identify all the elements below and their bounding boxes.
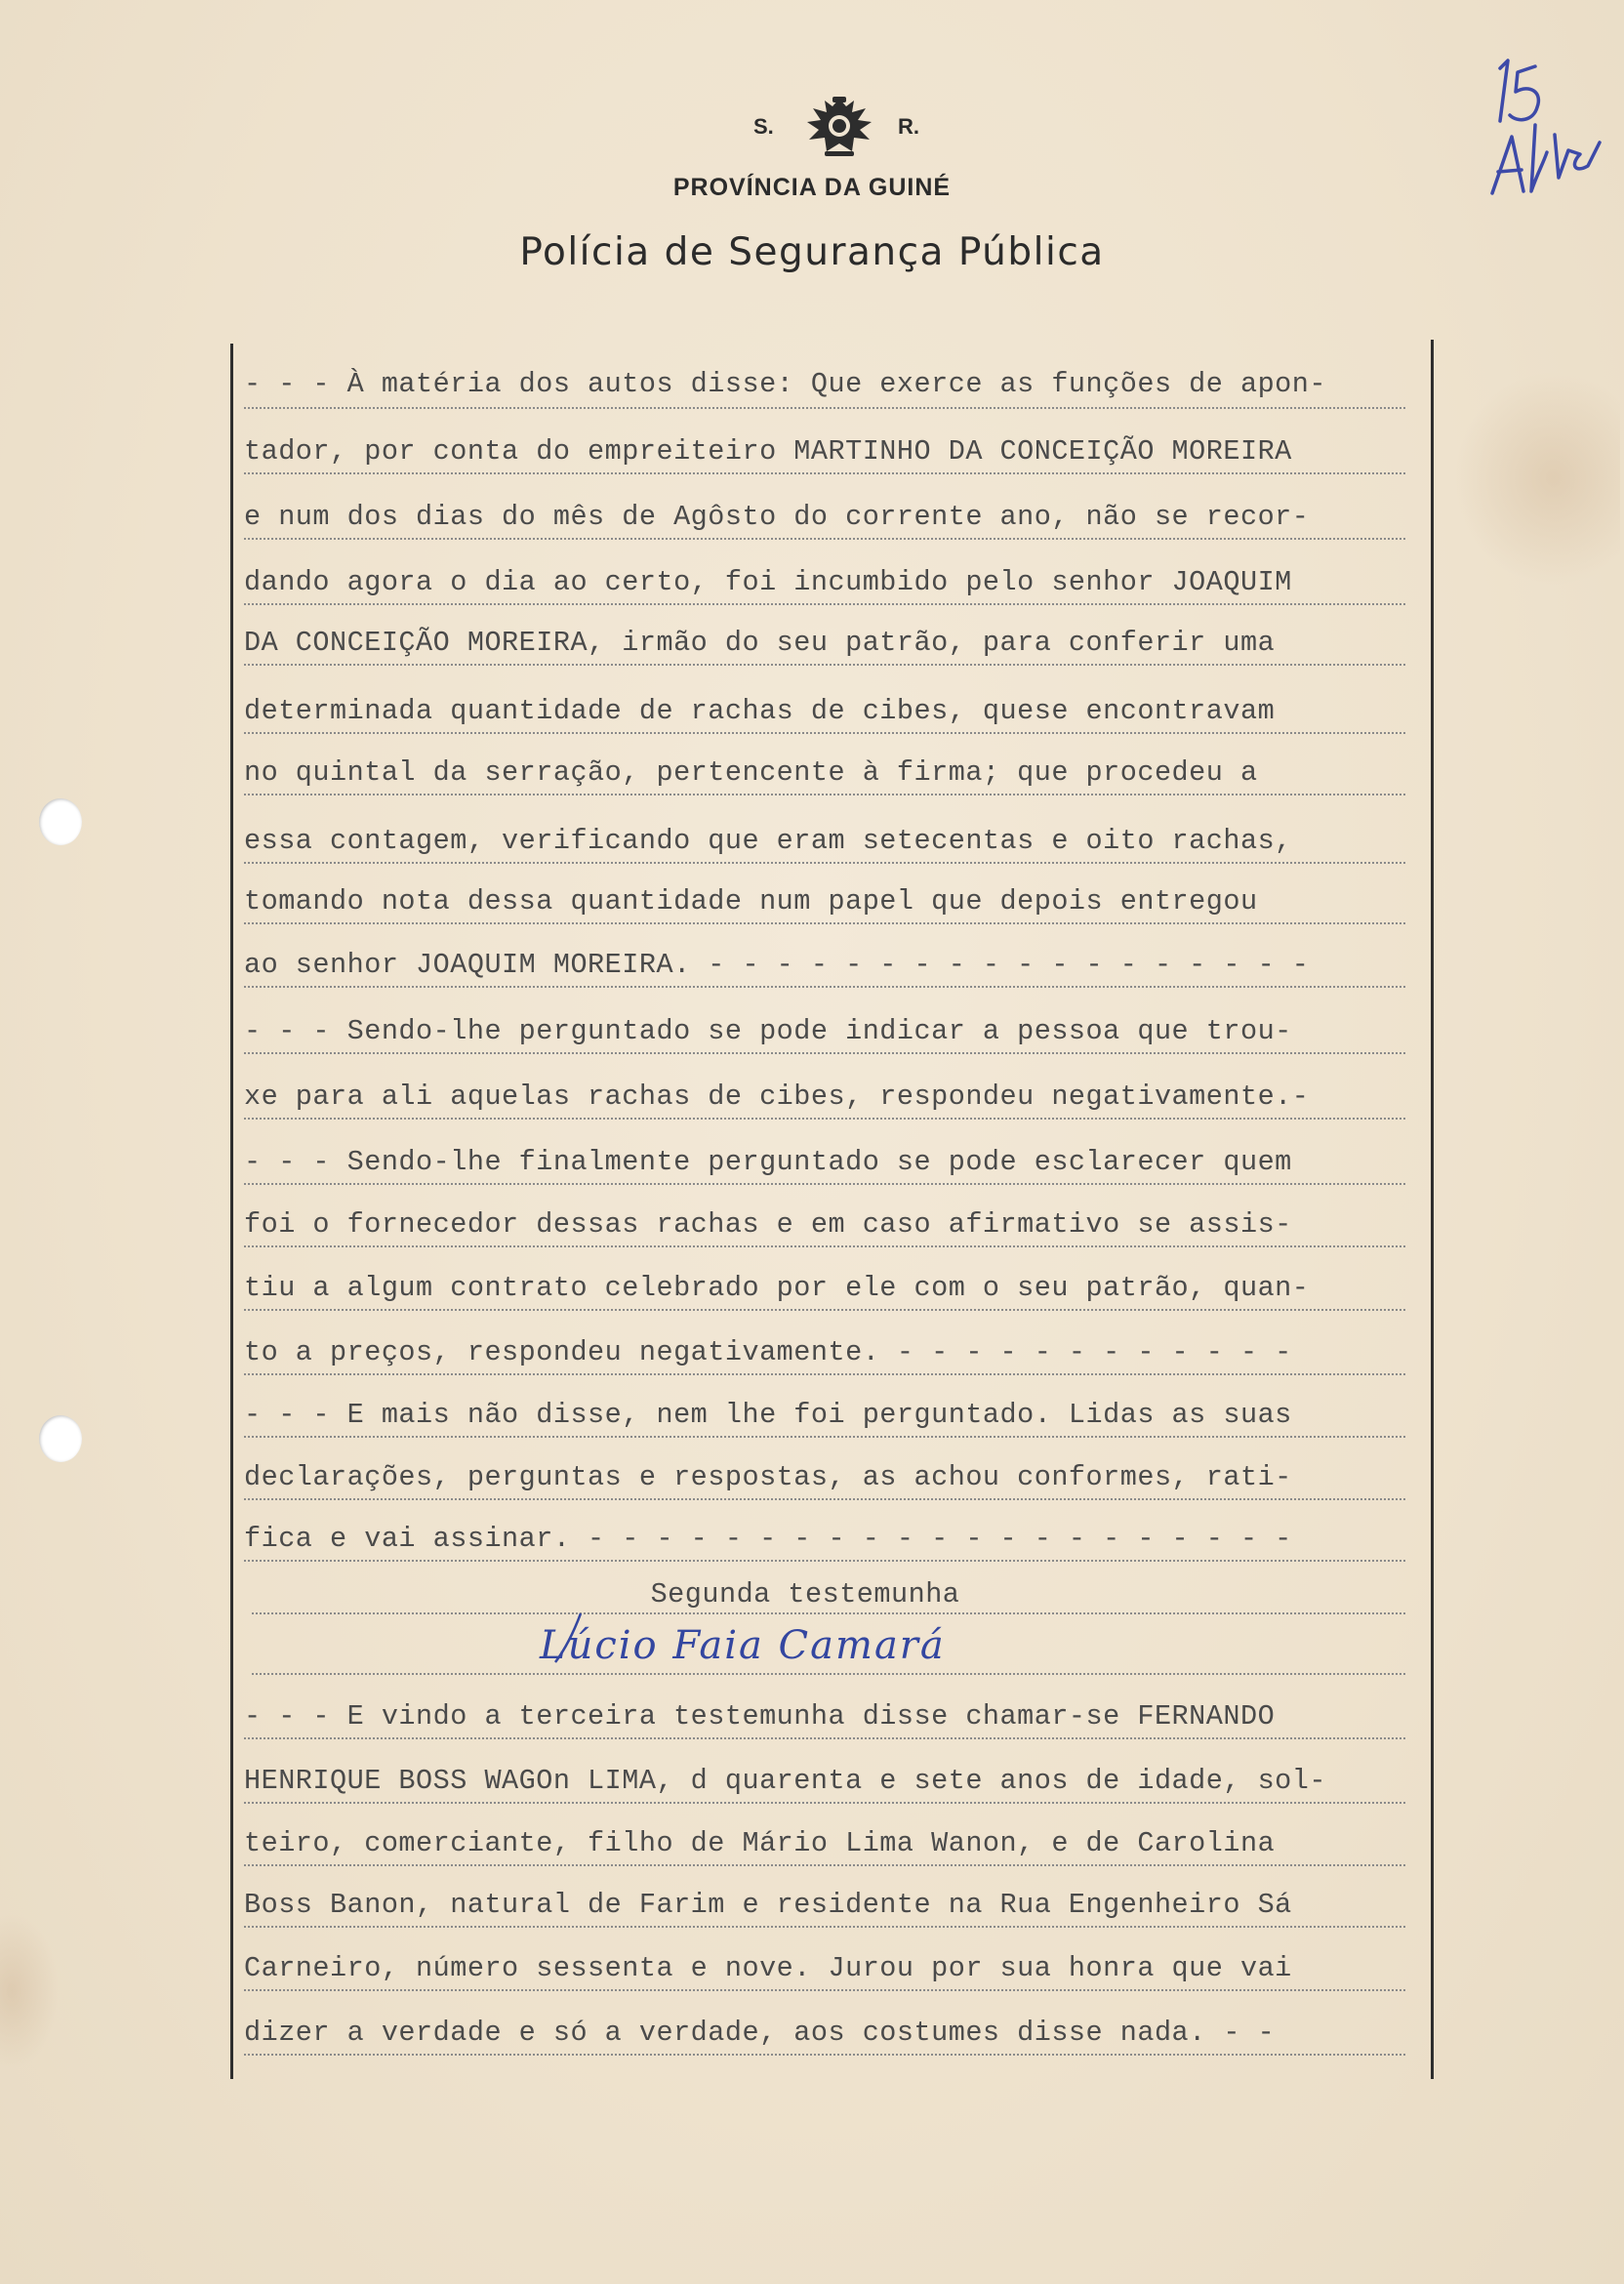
province-title: PROVÍNCIA DA GUINÉ bbox=[672, 174, 952, 201]
punch-hole-top bbox=[39, 798, 82, 845]
text-line: ao senhor JOAQUIM MOREIRA. - - - - - - - - - - - - - - - - - - bbox=[244, 949, 1310, 981]
text-line: Carneiro, número sessenta e nove. Jurou por sua honra que vai bbox=[244, 1952, 1292, 1984]
witness-label: Segunda testemunha bbox=[650, 1578, 960, 1611]
letterhead-emblem-row bbox=[742, 93, 937, 161]
sr-left: S. bbox=[753, 114, 774, 139]
text-line: declarações, perguntas e respostas, as achou conformes, rati- bbox=[244, 1461, 1292, 1493]
text-line: tiu a algum contrato celebrado por ele com o seu patrão, quan- bbox=[244, 1272, 1310, 1304]
text-line: foi o fornecedor dessas rachas e em caso afirmativo se assis- bbox=[244, 1208, 1292, 1241]
text-line: to a preços, respondeu negativamente. - - - - - - - - - - - - bbox=[244, 1336, 1292, 1368]
dotted-rule bbox=[244, 1498, 1405, 1500]
dotted-rule bbox=[244, 538, 1405, 540]
text-line: teiro, comerciante, filho de Mário Lima Wanon, e de Carolina bbox=[244, 1827, 1276, 1859]
coat-of-arms-icon bbox=[786, 93, 893, 161]
dotted-rule bbox=[252, 1673, 1405, 1675]
dotted-rule bbox=[244, 862, 1405, 864]
text-line: DA CONCEIÇÃO MOREIRA, irmão do seu patrão, para conferir uma bbox=[244, 627, 1276, 659]
text-line: - - - À matéria dos autos disse: Que exerce as funções de apon- bbox=[244, 368, 1326, 400]
dotted-rule bbox=[244, 1560, 1405, 1562]
dotted-rule bbox=[244, 2054, 1405, 2056]
dotted-rule bbox=[244, 1245, 1405, 1247]
text-line: - - - Sendo-lhe finalmente perguntado se pode esclarecer quem bbox=[244, 1146, 1292, 1178]
dotted-rule bbox=[244, 1436, 1405, 1438]
text-line: - - - E vindo a terceira testemunha disse chamar-se FERNANDO bbox=[244, 1700, 1276, 1733]
dotted-rule bbox=[244, 472, 1405, 474]
dotted-rule bbox=[244, 1989, 1405, 1991]
text-line: determinada quantidade de rachas de cibes, quese encontravam bbox=[244, 695, 1276, 727]
dotted-rule bbox=[244, 986, 1405, 988]
folio-mark bbox=[1479, 27, 1615, 203]
punch-hole-bottom bbox=[39, 1415, 82, 1462]
text-line: xe para ali aquelas rachas de cibes, respondeu negativamente.- bbox=[244, 1081, 1310, 1113]
dotted-rule bbox=[244, 1926, 1405, 1928]
right-margin-rule bbox=[1431, 340, 1434, 2079]
text-line: fica e vai assinar. - - - - - - - - - - - - - - - - - - - - - bbox=[244, 1523, 1292, 1555]
text-line: tador, por conta do empreiteiro MARTINHO DA CONCEIÇÃO MOREIRA bbox=[244, 435, 1292, 468]
dotted-rule bbox=[244, 922, 1405, 924]
text-line: dizer a verdade e só a verdade, aos costumes disse nada. - - bbox=[244, 2017, 1276, 2049]
dotted-rule bbox=[244, 664, 1405, 666]
dotted-rule bbox=[244, 732, 1405, 734]
left-margin-rule bbox=[230, 344, 233, 2079]
paper-stain bbox=[1454, 371, 1620, 586]
text-line: no quintal da serração, pertencente à firma; que procedeu a bbox=[244, 756, 1258, 789]
dotted-rule bbox=[244, 407, 1405, 409]
dotted-rule bbox=[244, 1183, 1405, 1185]
paper-stain bbox=[0, 1913, 59, 2069]
dotted-rule bbox=[244, 1373, 1405, 1375]
dotted-rule bbox=[244, 794, 1405, 795]
police-title: Polícia de Segurança Pública bbox=[519, 230, 1105, 274]
text-line: Boss Banon, natural de Farim e residente na Rua Engenheiro Sá bbox=[244, 1889, 1292, 1921]
sr-right: R. bbox=[898, 114, 919, 139]
text-line: - - - Sendo-lhe perguntado se pode indicar a pessoa que trou- bbox=[244, 1015, 1292, 1047]
text-line: - - - E mais não disse, nem lhe foi perguntado. Lidas as suas bbox=[244, 1399, 1292, 1431]
text-line: HENRIQUE BOSS WAGOn LIMA, d quarenta e sete anos de idade, sol- bbox=[244, 1765, 1326, 1797]
text-line: essa contagem, verificando que eram setecentas e oito rachas, bbox=[244, 825, 1292, 857]
text-line: tomando nota dessa quantidade num papel que depois entregou bbox=[244, 885, 1258, 918]
dotted-rule bbox=[244, 1864, 1405, 1866]
text-line: e num dos dias do mês de Agôsto do corrente ano, não se recor- bbox=[244, 501, 1310, 533]
dotted-rule bbox=[244, 1802, 1405, 1804]
dotted-rule bbox=[244, 1052, 1405, 1054]
dotted-rule bbox=[244, 1309, 1405, 1311]
witness-signature bbox=[532, 1606, 1117, 1674]
signature-text: Lúcio Faia Camará bbox=[540, 1623, 946, 1668]
dotted-rule bbox=[244, 1737, 1405, 1739]
dotted-rule bbox=[244, 1118, 1405, 1120]
dotted-rule bbox=[244, 603, 1405, 605]
text-line: dando agora o dia ao certo, foi incumbido pelo senhor JOAQUIM bbox=[244, 566, 1292, 598]
